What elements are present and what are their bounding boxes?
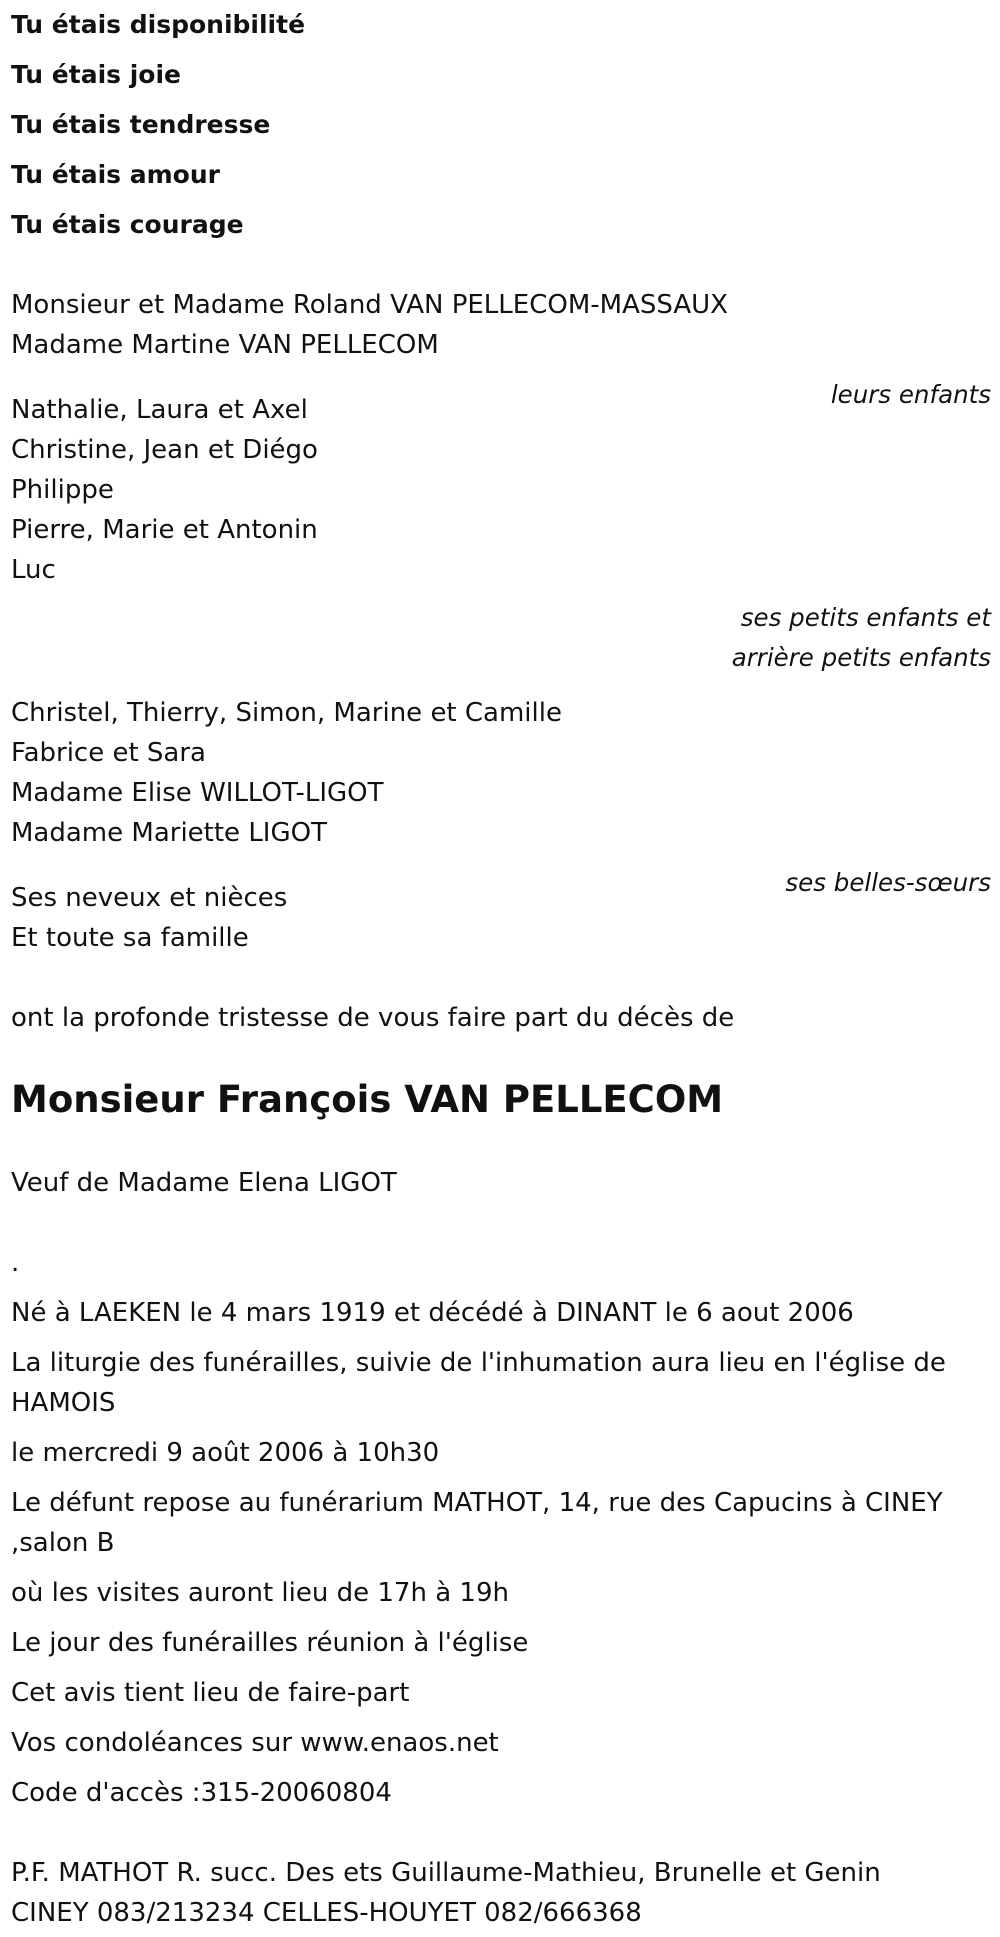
family-member: Madame Mariette LIGOT [11, 818, 327, 848]
detail-line: Code d'accès :315-20060804 [11, 1778, 392, 1808]
poem-line: Tu étais amour [11, 160, 220, 189]
detail-line: Vos condoléances sur www.enaos.net [11, 1728, 499, 1758]
detail-line: Cet avis tient lieu de faire-part [11, 1678, 410, 1708]
family-member: Et toute sa famille [11, 923, 249, 953]
family-member: Ses neveux et nièces [11, 883, 288, 913]
family-member: Christel, Thierry, Simon, Marine et Camille [11, 698, 562, 728]
funeral-home-line: P.F. MATHOT R. succ. Des ets Guillaume-Mathieu, Brunelle et Genin [11, 1858, 881, 1888]
relation-label: leurs enfants [830, 379, 991, 409]
family-member: Luc [11, 555, 56, 585]
detail-line: Le jour des funérailles réunion à l'église [11, 1628, 529, 1658]
poem-line: Tu étais disponibilité [11, 10, 306, 39]
family-member: Madame Elise WILLOT-LIGOT [11, 778, 384, 808]
funeral-home-line: CINEY 083/213234 CELLES-HOUYET 082/666368 [11, 1898, 642, 1928]
family-member: Christine, Jean et Diégo [11, 435, 318, 465]
detail-line: où les visites auront lieu de 17h à 19h [11, 1578, 509, 1608]
family-member: Fabrice et Sara [11, 738, 206, 768]
poem-line: Tu étais joie [11, 60, 182, 89]
deceased-name: Monsieur François VAN PELLECOM [11, 1078, 724, 1121]
relation-label: ses petits enfants et arrière petits enfants [731, 602, 991, 672]
separator-dot: . [11, 1248, 20, 1278]
detail-line: Le défunt repose au funérarium MATHOT, 14, rue des Capucins à CINEY ,salon B [11, 1488, 943, 1558]
family-member: Pierre, Marie et Antonin [11, 515, 318, 545]
widower-of: Veuf de Madame Elena LIGOT [11, 1168, 397, 1198]
family-member: Nathalie, Laura et Axel [11, 395, 308, 425]
announcement: ont la profonde tristesse de vous faire part du décès de [11, 1003, 735, 1033]
family-member: Madame Martine VAN PELLECOM [11, 330, 439, 360]
detail-line: Né à LAEKEN le 4 mars 1919 et décédé à DINANT le 6 aout 2006 [11, 1298, 854, 1328]
poem-line: Tu étais courage [11, 210, 244, 239]
family-member: Monsieur et Madame Roland VAN PELLECOM-MASSAUX [11, 290, 728, 320]
detail-line: le mercredi 9 août 2006 à 10h30 [11, 1438, 440, 1468]
relation-label: ses belles-sœurs [785, 867, 991, 897]
family-member: Philippe [11, 475, 114, 505]
poem-line: Tu étais tendresse [11, 110, 271, 139]
detail-line: La liturgie des funérailles, suivie de l'inhumation aura lieu en l'église de HAMOIS [11, 1348, 946, 1418]
